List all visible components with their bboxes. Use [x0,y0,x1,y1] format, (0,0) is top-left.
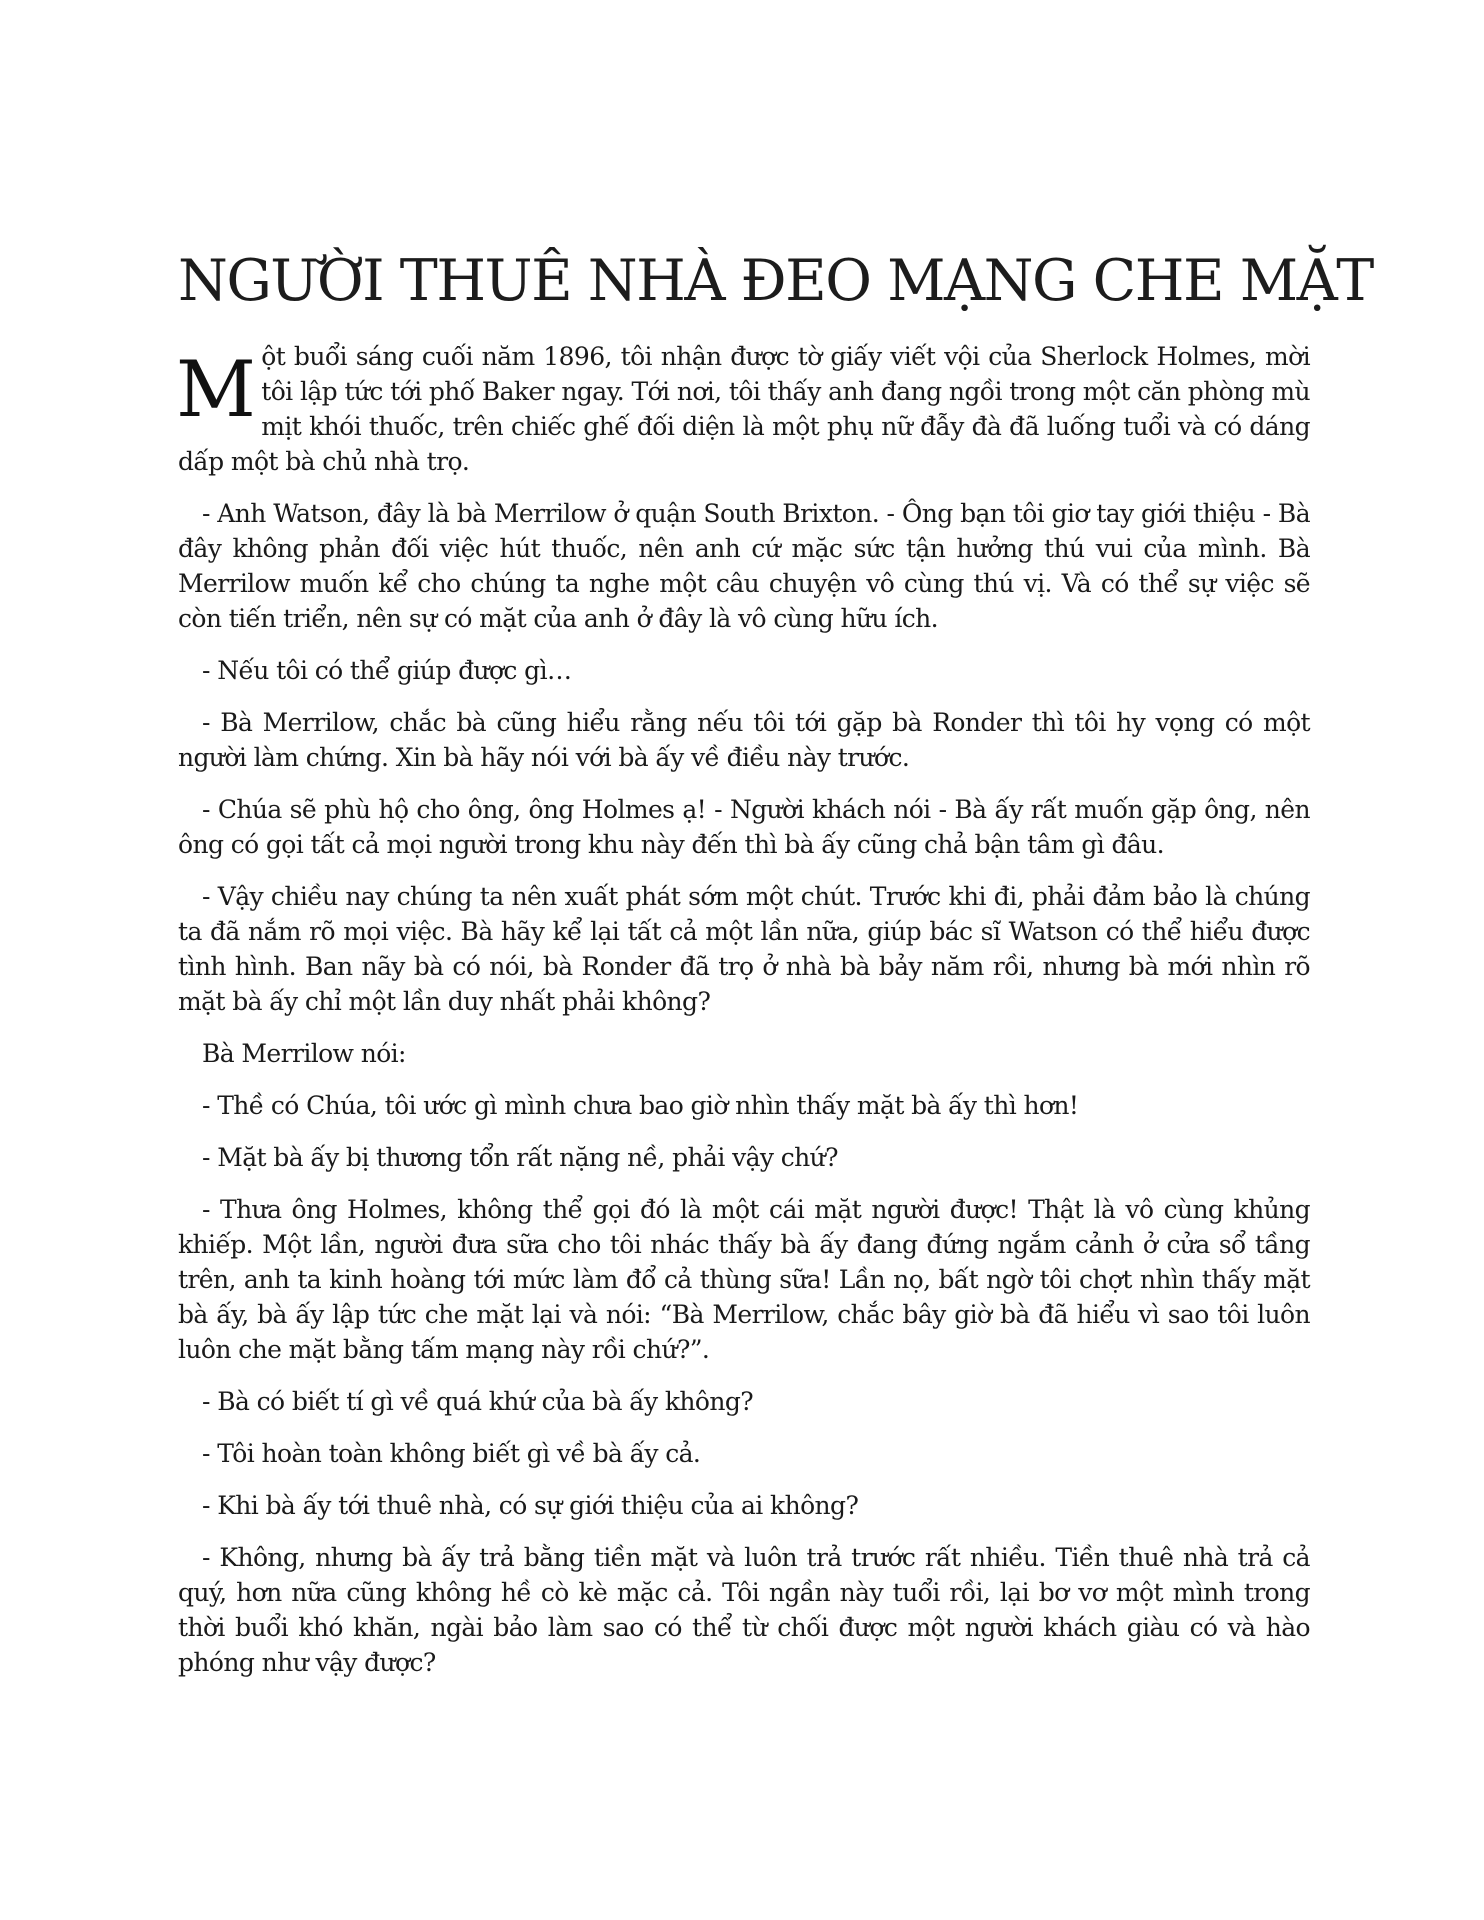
opening-paragraph [178,339,1310,479]
paragraph: - Anh Watson, đây là bà Merrilow ở quận South Brixton. - Ông bạn tôi giơ tay giới thiệu - Bà đây không phản đối việc hút thuốc, nên anh cứ mặc sức tận hưởng thú vui của mình. Bà Merrilow muốn kể cho chúng ta nghe một câu chuyện vô cùng thú vị. Và có thể sự việc sẽ còn tiến triển, nên sự có mặt của anh ở đây là vô cùng hữu ích. [178,499,1310,633]
opening-paragraph-text: ột buổi sáng cuối năm 1896, tôi nhận được tờ giấy viết vội của Sherlock Holmes, mời tôi lập tức tới phố Baker ngay. Tới nơi, tôi thấy anh đang ngồi trong một căn phòng mù mịt khói thuốc, trên chiếc ghế đối diện là một phụ nữ đẫy đà đã luống tuổi và có dáng dấp một bà chủ nhà trọ. [178,342,1310,476]
paragraph: - Chúa sẽ phù hộ cho ông, ông Holmes ạ! - Người khách nói - Bà ấy rất muốn gặp ông, nên ông có gọi tất cả mọi người trong khu này đến thì bà ấy cũng chả bận tâm gì đâu. [178,795,1310,859]
paragraph: - Thưa ông Holmes, không thể gọi đó là một cái mặt người được! Thật là vô cùng khủng khiếp. Một lần, người đưa sữa cho tôi nhác thấy bà ấy đang đứng ngắm cảnh ở cửa sổ tầng trên, anh ta kinh hoàng tới mức làm đổ cả thùng sữa! Lần nọ, bất ngờ tôi chợt nhìn thấy mặt bà ấy, bà ấy lập tức che mặt lại và nói: “Bà Merrilow, chắc bây giờ bà đã hiểu vì sao tôi luôn luôn che mặt bằng tấm mạng này rồi chứ?”. [178,1195,1310,1364]
paragraph: - Bà có biết tí gì về quá khứ của bà ấy không? [202,1387,754,1416]
paragraph: - Tôi hoàn toàn không biết gì về bà ấy cả. [202,1439,701,1468]
drop-cap: M [176,345,256,435]
paragraph: - Thề có Chúa, tôi ước gì mình chưa bao giờ nhìn thấy mặt bà ấy thì hơn! [202,1091,1079,1120]
chapter-body [178,339,1310,1680]
paragraph: Bà Merrilow nói: [202,1039,406,1068]
paragraph: - Khi bà ấy tới thuê nhà, có sự giới thiệu của ai không? [202,1491,859,1520]
paragraph: - Vậy chiều nay chúng ta nên xuất phát sớm một chút. Trước khi đi, phải đảm bảo là chúng ta đã nắm rõ mọi việc. Bà hãy kể lại tất cả một lần nữa, giúp bác sĩ Watson có thể hiểu được tình hình. Ban nãy bà có nói, bà Ronder đã trọ ở nhà bà bảy năm rồi, nhưng bà mới nhìn rõ mặt bà ấy chỉ một lần duy nhất phải không? [178,882,1310,1016]
paragraph: - Nếu tôi có thể giúp được gì… [202,656,572,685]
paragraph: - Mặt bà ấy bị thương tổn rất nặng nề, phải vậy chứ? [202,1143,838,1172]
paragraph: - Không, nhưng bà ấy trả bằng tiền mặt và luôn trả trước rất nhiều. Tiền thuê nhà trả cả quý, hơn nữa cũng không hề cò kè mặc cả. Tôi ngần này tuổi rồi, lại bơ vơ một mình trong thời buổi khó khăn, ngài bảo làm sao có thể từ chối được một người khách giàu có và hào phóng như vậy được? [178,1543,1310,1677]
chapter-title: NGƯỜI THUÊ NHÀ ĐEO MẠNG CHE MẶT [178,248,1373,314]
book-page [176,245,1373,1697]
paragraph: - Bà Merrilow, chắc bà cũng hiểu rằng nếu tôi tới gặp bà Ronder thì tôi hy vọng có một người làm chứng. Xin bà hãy nói với bà ấy về điều này trước. [178,708,1310,772]
